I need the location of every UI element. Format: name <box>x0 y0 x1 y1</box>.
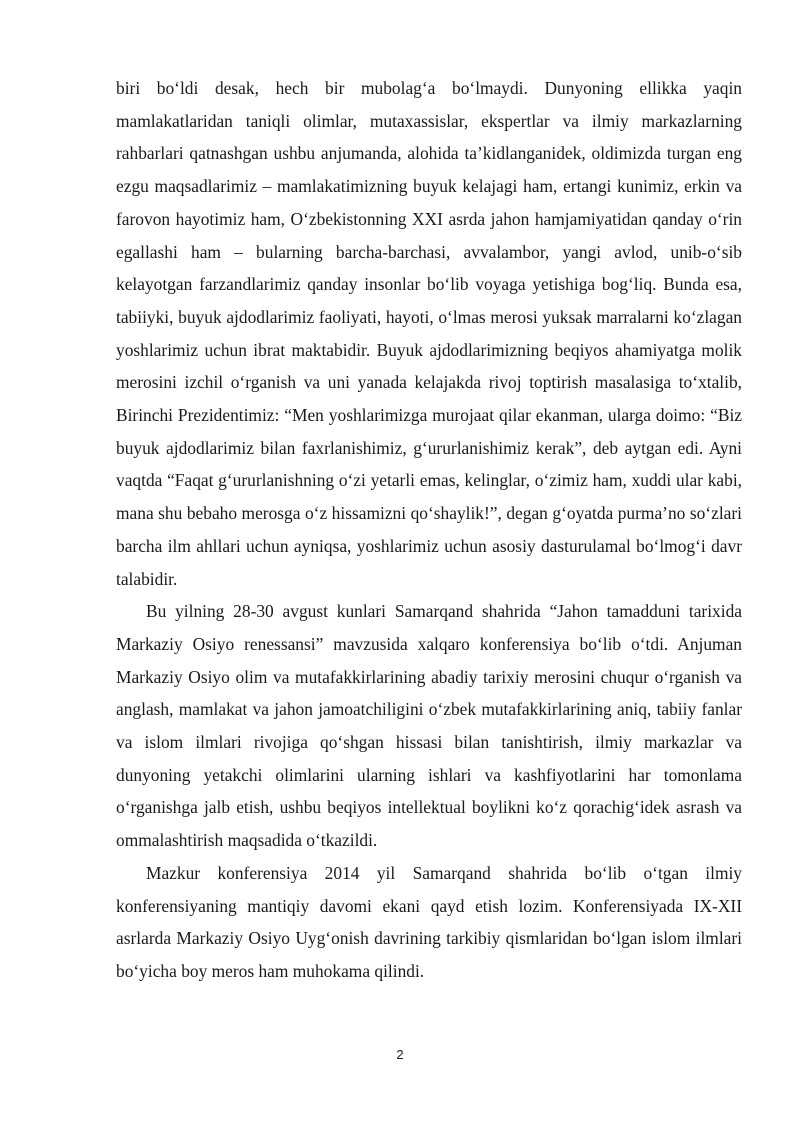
paragraph-continuation: biri boʻldi desak, hech bir mubolagʻa boʻlmaydi. Dunyoning ellikka yaqin mamlakatlaridan taniqli olimlar, mutaxassislar, ekspertlar va ilmiy markazlarning rahbarlari qatnashgan ushbu anjumanda, alohida taʼkidlanganidek, oldimizda turgan eng ezgu maqsadlarimiz – mamlakatimizning buyuk kelajagi ham, ertangi kunimiz, erkin va farovon hayotimiz ham, Oʻzbekistonning XXI asrda jahon hamjamiyatidan qanday oʻrin egallashi ham – bularning barcha-barchasi, avvalambor, yangi avlod, unib-oʻsib kelayotgan farzandlarimiz qanday insonlar boʻlib voyaga yetishiga bogʻliq. Bunda esa, tabiiyki, buyuk ajdodlarimiz faoliyati, hayoti, oʻlmas merosi yuksak marralarni koʻzlagan yoshlarimiz uchun ibrat maktabidir. Buyuk ajdodlarimizning beqiyos ahamiyatga molik merosini izchil oʻrganish va uni yanada kelajakda rivoj toptirish masalasiga toʻxtalib, Birinchi Prezidentimiz: “Men yoshlarimizga murojaat qilar ekanman, ularga doimo: “Biz buyuk ajdodlarimiz bilan faxrlanishimiz, gʻururlanishimiz kerak”, deb aytgan edi. Ayni vaqtda “Faqat gʻururlanishning oʻzi yetarli emas, kelinglar, oʻzimiz ham, xuddi ular kabi, mana shu bebaho merosga oʻz hissamizni qoʻshaylik!”, degan gʻoyatda purmaʼno soʻzlari barcha ilm ahllari uchun ayniqsa, yoshlarimiz uchun asosiy dasturulamal boʻlmogʻi davr talabidir. <box>116 78 742 589</box>
page-number: 2 <box>396 1047 404 1062</box>
document-page <box>116 72 742 988</box>
paragraph-conference: Bu yilning 28-30 avgust kunlari Samarqand shahrida “Jahon tamadduni tarixida Markaziy Osiyo renessansi” mavzusida xalqaro konferensiya boʻlib oʻtdi. Anjuman Markaziy Osiyo olim va mutafakkirlarining abadiy tarixiy merosini chuqur oʻrganish va anglash, mamlakat va jahon jamoatchiligini oʻzbek mutafakkirlarining aniq, tabiiy fanlar va islom ilmlari rivojiga qoʻshgan hissasi bilan tanishtirish, ilmiy markazlar va dunyoning yetakchi olimlarini ularning ishlari va kashfiyotlarini har tomonlama oʻrganishga jalb etish, ushbu beqiyos intellektual boylikni koʻz qorachigʻidek asrash va ommalashtirish maqsadida oʻtkazildi. <box>116 601 742 851</box>
paragraph-conference-continuation: Mazkur konferensiya 2014 yil Samarqand shahrida boʻlib oʻtgan ilmiy konferensiyaning mantiqiy davomi ekani qayd etish lozim. Konferensiyada IX-XII asrlarda Markaziy Osiyo Uygʻonish davrining tarkibiy qismlaridan boʻlgan islom ilmlari boʻyicha boy meros ham muhokama qilindi. <box>116 862 742 981</box>
